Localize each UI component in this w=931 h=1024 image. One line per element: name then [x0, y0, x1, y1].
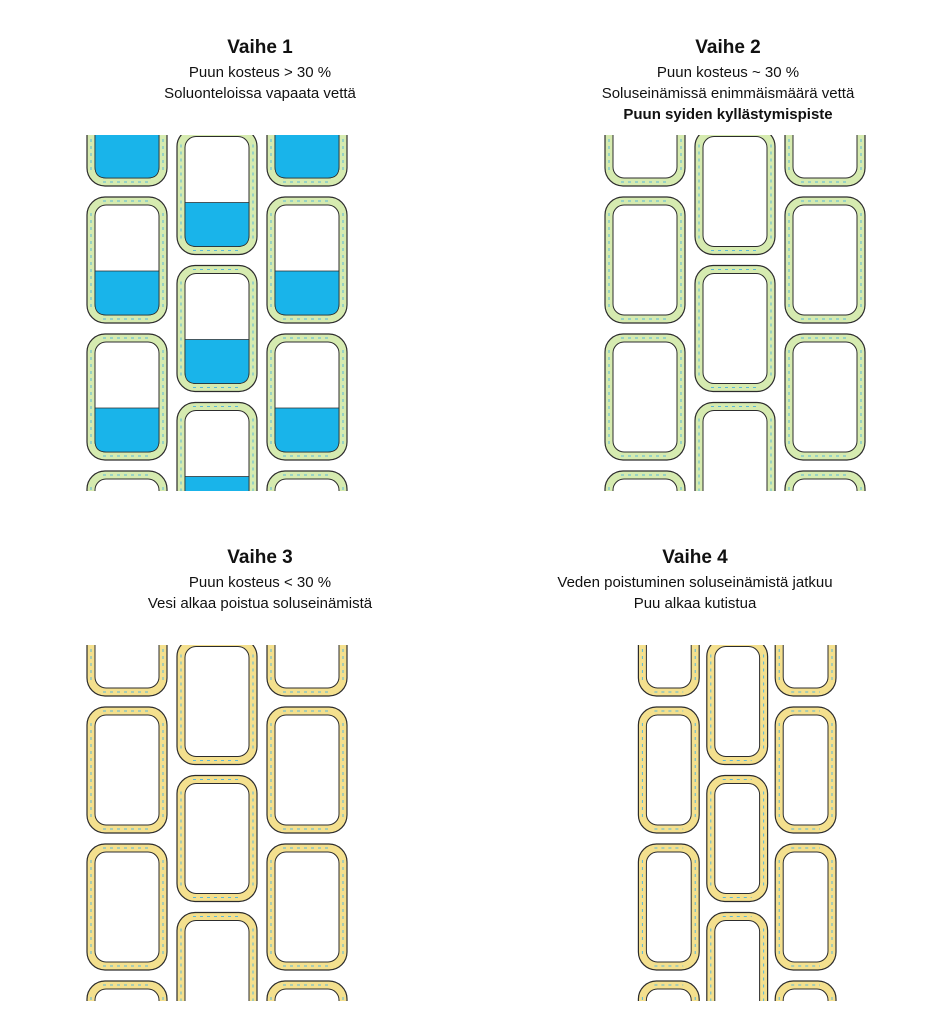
wood-cell — [267, 197, 347, 323]
wood-cell — [695, 129, 775, 255]
stage-4-title: Vaihe 4 — [662, 547, 728, 568]
wood-cell — [775, 844, 836, 970]
wood-cell — [87, 334, 167, 460]
wood-cell — [707, 639, 768, 765]
cell-grid — [638, 570, 836, 1024]
wood-cell — [177, 266, 257, 392]
stage-4-cell-diagram — [601, 645, 871, 1001]
wood-cell — [267, 981, 347, 1024]
wood-cell — [785, 334, 865, 460]
free-water — [275, 134, 339, 178]
stage-1-panel — [50, 36, 470, 104]
wood-cell — [695, 403, 775, 529]
cell-grid — [605, 60, 865, 597]
free-water — [185, 477, 249, 521]
free-water — [185, 203, 249, 247]
wood-cell — [177, 129, 257, 255]
wood-cell — [638, 981, 699, 1024]
wood-cell — [785, 197, 865, 323]
wood-cell — [87, 981, 167, 1024]
free-water — [95, 271, 159, 315]
stage-2-panel — [518, 36, 931, 125]
wood-cell — [177, 776, 257, 902]
wood-cell — [87, 707, 167, 833]
stage-1-cell-diagram — [82, 135, 352, 491]
stage-2-caption — [518, 36, 931, 125]
wood-cell — [695, 266, 775, 392]
wood-cell — [775, 981, 836, 1024]
stage-2-cell-diagram — [600, 135, 870, 491]
stage-2-title: Vaihe 2 — [695, 37, 761, 58]
free-water — [185, 340, 249, 384]
wood-cell — [605, 197, 685, 323]
cell-grid — [87, 60, 347, 597]
stage-2-fiber-saturation-point: Puun syiden kyllästymispiste — [623, 106, 833, 123]
wood-cell — [638, 707, 699, 833]
stage-3-moisture: Puun kosteus < 30 % — [188, 574, 332, 591]
wood-cell — [707, 913, 768, 1024]
wood-cell — [177, 639, 257, 765]
free-water — [275, 271, 339, 315]
wood-cell — [605, 334, 685, 460]
stage-1-description: Soluonteloissa vapaata vettä — [164, 85, 356, 102]
stage-1-caption — [50, 36, 470, 104]
stage-4-description: Veden poistuminen soluseinämistä jatkuu — [557, 574, 833, 591]
free-water — [95, 134, 159, 178]
stage-2-moisture: Puun kosteus ~ 30 % — [656, 64, 800, 81]
wood-cell — [267, 707, 347, 833]
wood-cell — [87, 197, 167, 323]
stage-1-title: Vaihe 1 — [227, 37, 293, 58]
wood-cell — [707, 776, 768, 902]
stage-1-moisture: Puun kosteus > 30 % — [188, 64, 332, 81]
stage-3-description: Vesi alkaa poistua soluseinämistä — [147, 595, 373, 612]
stage-4-panel — [485, 546, 905, 614]
stage-3-cell-diagram — [82, 645, 352, 1001]
free-water — [95, 408, 159, 452]
stage-3-title: Vaihe 3 — [227, 547, 293, 568]
free-water — [275, 408, 339, 452]
wood-cell — [177, 913, 257, 1024]
wood-cell — [775, 707, 836, 833]
wood-cell — [87, 844, 167, 970]
stage-4-caption — [485, 546, 905, 614]
wood-cell — [267, 844, 347, 970]
wood-cell — [638, 844, 699, 970]
stage-2-description: Soluseinämissä enimmäismäärä vettä — [601, 85, 855, 102]
stage-3-panel — [50, 546, 470, 614]
cell-grid — [87, 570, 347, 1024]
stage-3-caption — [50, 546, 470, 614]
stage-4-shrinkage: Puu alkaa kutistua — [633, 595, 757, 612]
wood-cell — [177, 403, 257, 529]
wood-cell — [267, 334, 347, 460]
